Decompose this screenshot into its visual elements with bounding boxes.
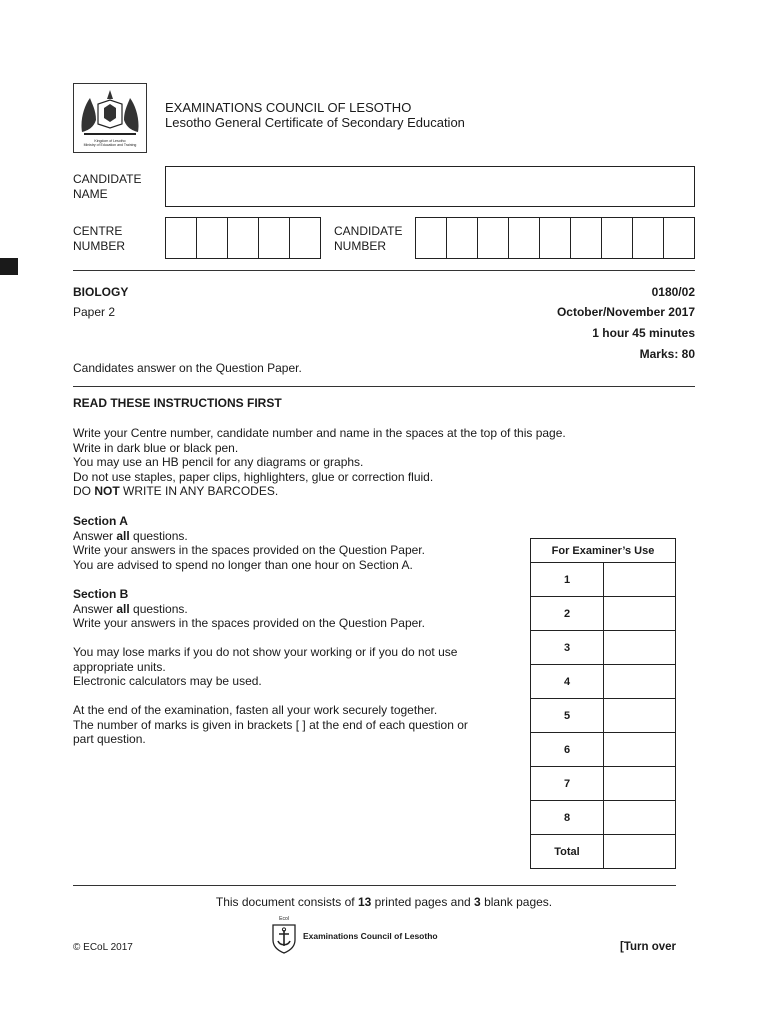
instruction-line: Write your Centre number, candidate number and name in the spaces at the top of this page. xyxy=(73,426,566,440)
mark-cell[interactable] xyxy=(604,665,676,699)
blank-pages: 3 xyxy=(474,895,481,909)
instruction-line: appropriate units. xyxy=(73,659,166,674)
answer-note: Candidates answer on the Question Paper. xyxy=(73,361,302,375)
total-label: Total xyxy=(531,835,604,869)
page-count-note xyxy=(0,895,768,909)
section-a-instructions xyxy=(73,514,523,572)
instruction-line xyxy=(73,529,523,544)
mark-cell[interactable] xyxy=(604,597,676,631)
paper-code: 0180/02 xyxy=(651,285,695,299)
instruction-line xyxy=(73,602,523,617)
instruction-line xyxy=(73,484,633,499)
printed-pages: 13 xyxy=(357,895,372,909)
crest-caption: Kingdom of Lesotho xyxy=(94,139,126,143)
subject: BIOLOGY xyxy=(73,285,129,299)
divider xyxy=(73,386,695,387)
digit-box[interactable] xyxy=(509,218,540,258)
digit-box[interactable] xyxy=(228,218,259,258)
mark-cell[interactable] xyxy=(604,801,676,835)
emphasis: NOT xyxy=(94,484,120,499)
instruction-line: Write your answers in the spaces provided on the Question Paper. xyxy=(73,616,425,631)
logo-small-text: Ecol xyxy=(279,916,289,922)
instruction-line: Do not use staples, paper clips, highlighters, glue or correction fluid. xyxy=(73,469,434,484)
end-instructions xyxy=(73,703,523,747)
digit-box[interactable] xyxy=(416,218,447,258)
text: questions. xyxy=(129,528,188,543)
text: questions. xyxy=(129,601,188,616)
mark-cell[interactable] xyxy=(604,631,676,665)
section-b-instructions xyxy=(73,587,523,631)
text: This document consists of xyxy=(215,895,358,909)
question-number: 2 xyxy=(531,597,604,631)
digit-box[interactable] xyxy=(540,218,571,258)
ecol-logo-icon xyxy=(270,916,298,956)
candidate-name-field[interactable] xyxy=(165,166,695,207)
centre-number-label xyxy=(73,224,125,254)
candidate-number-label xyxy=(334,224,402,254)
instruction-line: At the end of the examination, fasten all your work securely together. xyxy=(73,703,438,717)
question-number: 5 xyxy=(531,699,604,733)
instruction-line: Write your answers in the spaces provided on the Question Paper. xyxy=(73,543,425,558)
instructions-heading: READ THESE INSTRUCTIONS FIRST xyxy=(73,396,282,410)
candidate-name-label xyxy=(73,172,141,202)
question-number: 3 xyxy=(531,631,604,665)
mark-cell[interactable] xyxy=(604,563,676,597)
text: DO xyxy=(73,484,95,499)
instruction-line: You may use an HB pencil for any diagrams or graphs. xyxy=(73,455,364,470)
examiner-use-table xyxy=(530,538,676,869)
question-number: 6 xyxy=(531,733,604,767)
instruction-line: Write in dark blue or black pen. xyxy=(73,440,239,455)
logo-text: Examinations Council of Lesotho xyxy=(303,931,438,941)
digit-box[interactable] xyxy=(478,218,509,258)
divider xyxy=(73,270,695,271)
paper-number: Paper 2 xyxy=(73,305,116,319)
copyright: © ECoL 2017 xyxy=(73,942,133,953)
digit-box[interactable] xyxy=(664,218,694,258)
lesotho-crest xyxy=(73,83,147,153)
label-line: NAME xyxy=(73,187,108,201)
total-mark-cell[interactable] xyxy=(604,835,676,869)
instruction-line: Electronic calculators may be used. xyxy=(73,674,262,689)
instruction-line: part question. xyxy=(73,732,146,747)
text: Answer xyxy=(73,528,117,543)
digit-box[interactable] xyxy=(602,218,633,258)
question-number: 8 xyxy=(531,801,604,835)
turn-over: [Turn over xyxy=(619,941,676,953)
text: blank pages. xyxy=(480,895,553,909)
instruction-line: You may lose marks if you do not show your working or if you do not use xyxy=(73,645,458,659)
mark-cell[interactable] xyxy=(604,733,676,767)
instruction-line: The number of marks is given in brackets [ ] at the end of each question or xyxy=(73,717,468,732)
label-line: NUMBER xyxy=(73,239,126,253)
label-line: CANDIDATE xyxy=(334,224,403,238)
org-title: EXAMINATIONS COUNCIL OF LESOTHO xyxy=(165,100,412,115)
question-number: 7 xyxy=(531,767,604,801)
session: October/November 2017 xyxy=(556,305,695,319)
emphasis: all xyxy=(116,528,130,543)
organization-header xyxy=(165,100,465,130)
general-instructions xyxy=(73,426,633,499)
digit-box[interactable] xyxy=(290,218,320,258)
question-number: 4 xyxy=(531,665,604,699)
crest-caption: Ministry of Education and Training xyxy=(83,143,137,147)
org-subtitle: Lesotho General Certificate of Secondary Education xyxy=(165,115,465,130)
label-line: NUMBER xyxy=(334,239,387,253)
digit-box[interactable] xyxy=(571,218,602,258)
label-line: CENTRE xyxy=(73,224,123,238)
duration: 1 hour 45 minutes xyxy=(592,326,695,340)
digit-box[interactable] xyxy=(259,218,290,258)
divider xyxy=(73,885,676,886)
digit-box[interactable] xyxy=(633,218,664,258)
marks-instructions xyxy=(73,645,523,689)
digit-box[interactable] xyxy=(447,218,478,258)
digit-box[interactable] xyxy=(166,218,197,258)
examiner-table-title: For Examiner’s Use xyxy=(531,539,676,563)
question-number: 1 xyxy=(531,563,604,597)
mark-cell[interactable] xyxy=(604,767,676,801)
section-b-title: Section B xyxy=(73,587,129,601)
text: Answer xyxy=(73,601,117,616)
candidate-number-field[interactable] xyxy=(415,217,695,259)
instruction-line: You are advised to spend no longer than one hour on Section A. xyxy=(73,557,413,572)
text: WRITE IN ANY BARCODES. xyxy=(119,484,279,499)
page-edge-marker xyxy=(0,258,18,275)
text: printed pages and xyxy=(371,895,475,909)
section-a-title: Section A xyxy=(73,514,128,528)
label-line: CANDIDATE xyxy=(73,172,142,186)
digit-box[interactable] xyxy=(197,218,228,258)
centre-number-field[interactable] xyxy=(165,217,321,259)
mark-cell[interactable] xyxy=(604,699,676,733)
total-marks: Marks: 80 xyxy=(639,347,695,361)
emphasis: all xyxy=(116,601,130,616)
